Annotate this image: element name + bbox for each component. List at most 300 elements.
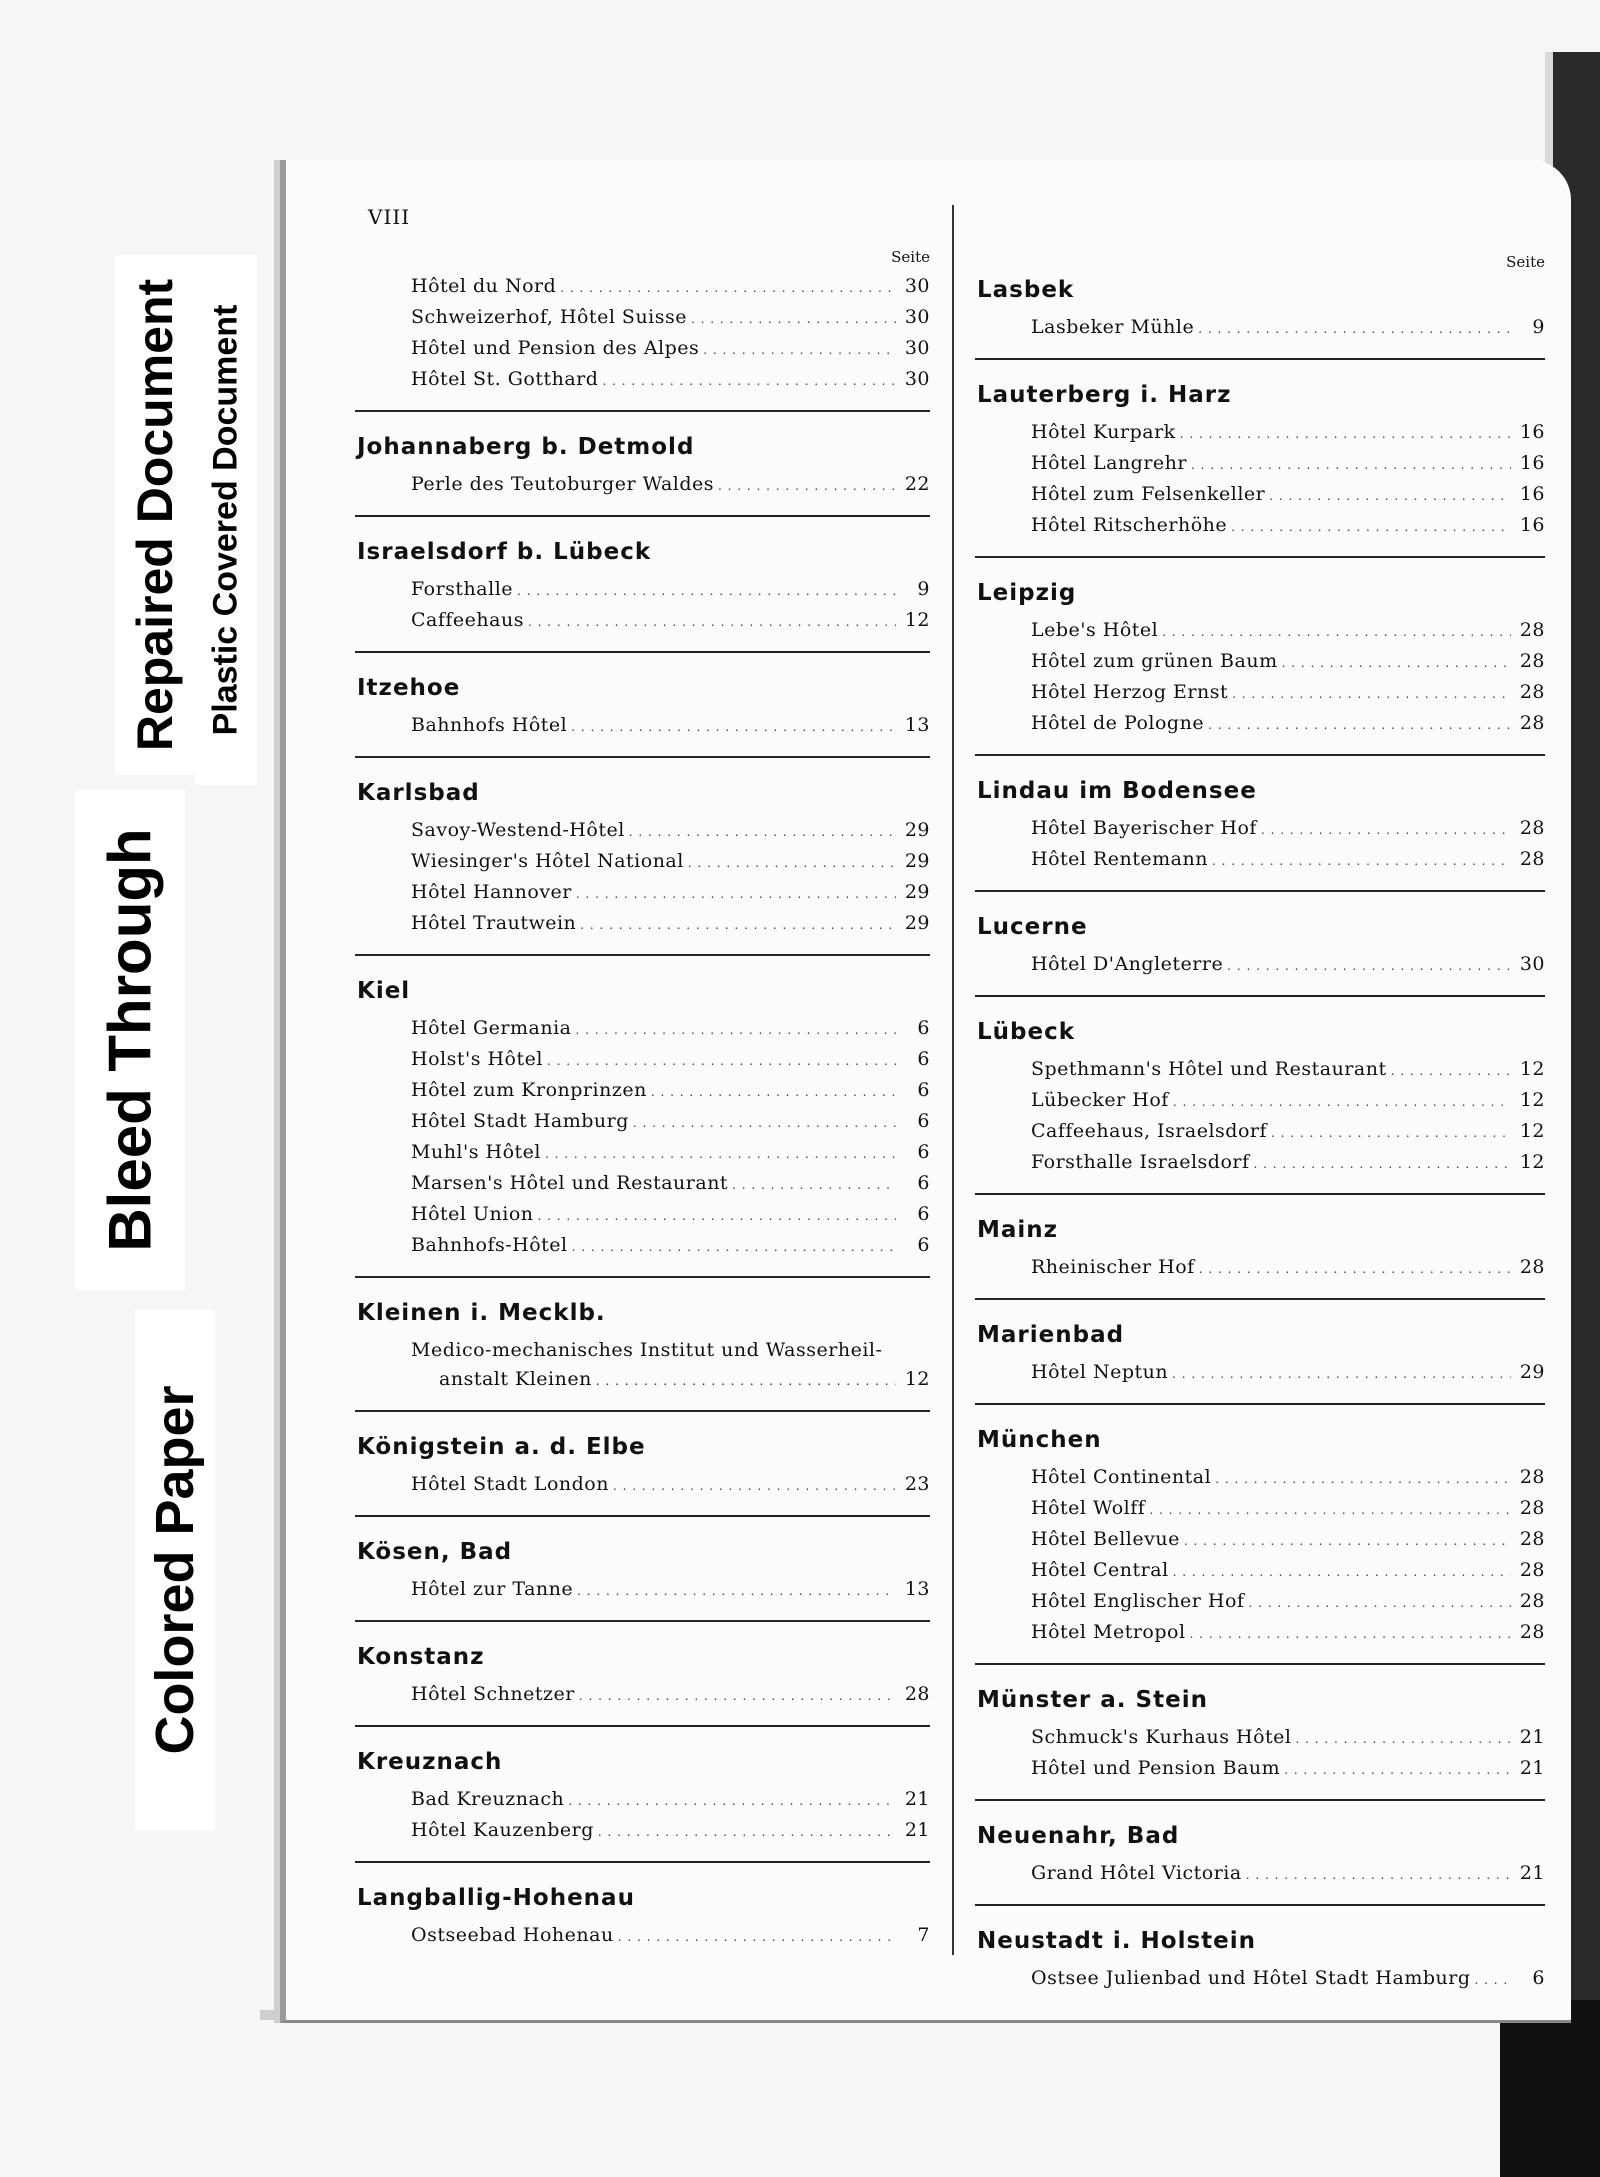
entry-name: Hôtel Rentemann: [1031, 848, 1208, 870]
city-section: [355, 1725, 930, 1847]
entry-name: Perle des Teutoburger Waldes: [411, 473, 715, 495]
dot-leader: [718, 470, 896, 501]
index-entry: [355, 365, 930, 396]
dot-leader: [1199, 1253, 1511, 1284]
entry-page: 28: [1519, 712, 1545, 734]
section-rule: [975, 556, 1545, 558]
section-rule: [975, 754, 1545, 756]
entry-name: Grand Hôtel Victoria: [1031, 1862, 1242, 1884]
entry-name: Caffeehaus: [411, 609, 524, 631]
city-heading: Leipzig: [977, 580, 1077, 606]
entry-page: 21: [1519, 1862, 1545, 1884]
entry-name: Hôtel de Pologne: [1031, 712, 1205, 734]
entry-name: Hôtel Schnetzer: [411, 1683, 575, 1705]
dot-leader: [691, 303, 896, 334]
index-entry: [975, 449, 1545, 480]
index-entry: [355, 1575, 930, 1606]
index-entry: [975, 1754, 1545, 1785]
city-heading: Marienbad: [977, 1322, 1125, 1348]
entry-page: 28: [1519, 1497, 1545, 1519]
entry-name: Hôtel St. Gotthard: [411, 368, 599, 390]
city-heading: Königstein a. d. Elbe: [357, 1434, 646, 1460]
entry-page: 13: [904, 1578, 930, 1600]
entry-name: Muhl's Hôtel: [411, 1141, 541, 1163]
dot-leader: [732, 1169, 896, 1200]
index-entry: [975, 1086, 1545, 1117]
city-heading: Münster a. Stein: [977, 1687, 1208, 1713]
city-heading: Johannaberg b. Detmold: [357, 434, 695, 460]
dot-leader: [1248, 1587, 1511, 1618]
section-rule: [975, 890, 1545, 892]
index-entry: [975, 1253, 1545, 1284]
dot-leader: [1215, 1463, 1511, 1494]
entry-page: 30: [904, 306, 930, 328]
section-rule: [355, 756, 930, 758]
index-entry: [355, 575, 930, 606]
dot-leader: [560, 272, 896, 303]
dot-leader: [598, 1816, 896, 1847]
index-entry: [355, 847, 930, 878]
entry-name: Hôtel Metropol: [1031, 1621, 1186, 1643]
city-section: [355, 651, 930, 742]
dot-leader: [688, 847, 896, 878]
dot-leader: [602, 365, 896, 396]
entry-name: Spethmann's Hôtel und Restaurant: [1031, 1058, 1387, 1080]
dot-leader: [1180, 418, 1511, 449]
entry-name-line1: Medico-mechanisches Institut und Wasserheil-: [411, 1339, 883, 1361]
section-rule: [975, 1298, 1545, 1300]
entry-name: Bahnhofs-Hôtel: [411, 1234, 568, 1256]
section-rule: [355, 410, 930, 412]
dot-leader: [1295, 1723, 1511, 1754]
index-entry: [975, 1587, 1545, 1618]
dot-leader: [1172, 1358, 1511, 1389]
entry-name: Hôtel du Nord: [411, 275, 557, 297]
entry-page: 12: [1519, 1058, 1545, 1080]
city-heading: Kösen, Bad: [357, 1539, 513, 1565]
entry-name: Hôtel Central: [1031, 1559, 1169, 1581]
entry-page: 28: [1519, 1559, 1545, 1581]
index-entry: [975, 1494, 1545, 1525]
section-rule: [355, 515, 930, 517]
entry-page: 28: [904, 1683, 930, 1705]
entry-name: Hôtel Wolff: [1031, 1497, 1146, 1519]
dot-leader: [545, 1138, 896, 1169]
entry-page: 16: [1519, 483, 1545, 505]
index-entry: [355, 272, 930, 303]
entry-name: Hôtel und Pension des Alpes: [411, 337, 700, 359]
index-entry: [975, 480, 1545, 511]
dot-leader: [1227, 950, 1511, 981]
index-entry: [975, 313, 1545, 344]
entry-page: 9: [917, 578, 930, 600]
dot-leader: [1208, 709, 1511, 740]
dot-leader: [1191, 449, 1511, 480]
city-heading: Itzehoe: [357, 675, 461, 701]
section-rule: [975, 1799, 1545, 1801]
dot-leader: [1162, 616, 1511, 647]
entry-page: 29: [904, 819, 930, 841]
label-repaired-document: Repaired Document: [115, 255, 195, 775]
index-entry: [355, 1921, 930, 1952]
city-heading: Konstanz: [357, 1644, 485, 1670]
entry-page: 28: [1519, 848, 1545, 870]
index-entry: [975, 950, 1545, 981]
section-rule: [975, 358, 1545, 360]
city-heading: Kleinen i. Mecklb.: [357, 1300, 606, 1326]
entry-page: 6: [917, 1079, 930, 1101]
city-heading: Kreuznach: [357, 1749, 503, 1775]
entry-page: 16: [1519, 514, 1545, 536]
index-entry: [975, 418, 1545, 449]
city-heading: Lindau im Bodensee: [977, 778, 1257, 804]
entry-name: Hôtel und Pension Baum: [1031, 1757, 1281, 1779]
index-entry: [355, 334, 930, 365]
dot-leader: [576, 1014, 897, 1045]
dot-leader: [1173, 1556, 1511, 1587]
entry-page: 6: [917, 1110, 930, 1132]
index-entry: [975, 1148, 1545, 1179]
dot-leader: [517, 575, 896, 606]
entry-name: Hôtel Stadt Hamburg: [411, 1110, 629, 1132]
entry-page: 28: [1519, 681, 1545, 703]
index-entry: [355, 1045, 930, 1076]
entry-name: Ostsee Julienbad und Hôtel Stadt Hamburg: [1031, 1967, 1471, 1989]
index-entry: [355, 1336, 930, 1396]
entry-name: Forsthalle Israelsdorf: [1031, 1151, 1250, 1173]
index-entry: [975, 678, 1545, 709]
dot-leader: [577, 1575, 896, 1606]
entry-name: Hôtel Herzog Ernst: [1031, 681, 1229, 703]
index-entry: [975, 845, 1545, 876]
entry-page: 13: [904, 714, 930, 736]
city-section: [975, 754, 1545, 876]
entry-name: Bad Kreuznach: [411, 1788, 565, 1810]
index-entry: [355, 1138, 930, 1169]
section-rule: [975, 1904, 1545, 1906]
index-entry: [355, 1816, 930, 1847]
index-entry: [355, 878, 930, 909]
right-sections: [975, 277, 1545, 1995]
city-heading: Lauterberg i. Harz: [977, 382, 1232, 408]
dot-leader: [1190, 1618, 1511, 1649]
entry-page: 12: [1519, 1120, 1545, 1142]
entry-page: 6: [1532, 1967, 1545, 1989]
section-rule: [355, 651, 930, 653]
entry-page: 6: [917, 1017, 930, 1039]
index-entry: [355, 1470, 930, 1501]
index-entry: [355, 711, 930, 742]
section-rule: [355, 1515, 930, 1517]
entry-page: 6: [917, 1172, 930, 1194]
entry-page: 30: [1519, 953, 1545, 975]
entry-name: Hôtel Kauzenberg: [411, 1819, 594, 1841]
dot-leader: [576, 878, 896, 909]
entry-name: Hôtel Ritscherhöhe: [1031, 514, 1228, 536]
seite-label: Seite: [891, 248, 930, 266]
city-heading: Israelsdorf b. Lübeck: [357, 539, 652, 565]
index-entry: [355, 909, 930, 940]
dot-leader: [1269, 480, 1511, 511]
city-heading: Neustadt i. Holstein: [977, 1928, 1256, 1954]
entry-page: 22: [904, 473, 930, 495]
entry-page: 30: [904, 337, 930, 359]
index-entry: [355, 1014, 930, 1045]
entry-page: 28: [1519, 817, 1545, 839]
index-entry: [355, 1785, 930, 1816]
dot-leader: [571, 711, 896, 742]
city-heading: Mainz: [977, 1217, 1059, 1243]
dot-leader: [1261, 814, 1511, 845]
entry-name: Hôtel Bellevue: [1031, 1528, 1180, 1550]
dot-leader: [572, 1231, 896, 1262]
column-divider: [952, 205, 954, 1955]
entry-page: 28: [1519, 1590, 1545, 1612]
entry-name: Forsthalle: [411, 578, 514, 600]
dot-leader: [1254, 1148, 1511, 1179]
dot-leader: [633, 1107, 896, 1138]
entry-name: Hôtel Langrehr: [1031, 452, 1187, 474]
entry-name: Hôtel Neptun: [1031, 1361, 1169, 1383]
index-entry: [975, 616, 1545, 647]
entry-page: 21: [904, 1819, 930, 1841]
city-section: [355, 756, 930, 940]
entry-page: 28: [1519, 1256, 1545, 1278]
entry-page: 21: [1519, 1757, 1545, 1779]
city-section: [355, 410, 930, 501]
entry-name: Savoy-Westend-Hôtel: [411, 819, 625, 841]
index-entry: [975, 1964, 1545, 1995]
entry-name: Hôtel zum Kronprinzen: [411, 1079, 647, 1101]
section-rule: [355, 1725, 930, 1727]
entry-name: Hôtel Kurpark: [1031, 421, 1176, 443]
entry-name: Hôtel Union: [411, 1203, 534, 1225]
entry-name: Lübecker Hof: [1031, 1089, 1169, 1111]
index-entry: [975, 1859, 1545, 1890]
entry-page: 12: [904, 609, 930, 631]
city-section: [975, 358, 1545, 542]
city-section: [975, 995, 1545, 1179]
entry-name: Hôtel Hannover: [411, 881, 572, 903]
dot-leader: [1149, 1494, 1511, 1525]
section-rule: [355, 1410, 930, 1412]
entry-page: 29: [1519, 1361, 1545, 1383]
index-entry: [355, 1076, 930, 1107]
entry-name: Schweizerhof, Hôtel Suisse: [411, 306, 688, 328]
section-rule: [355, 954, 930, 956]
city-section: [355, 1861, 930, 1952]
entry-name: Lasbeker Mühle: [1031, 316, 1195, 338]
label-plastic-covered-document: Plastic Covered Document: [195, 255, 257, 785]
index-entry: [355, 1169, 930, 1200]
dot-leader: [596, 1365, 896, 1396]
left-column: [355, 248, 930, 1952]
city-heading: Lübeck: [977, 1019, 1076, 1045]
index-entry: [975, 1723, 1545, 1754]
index-entry: [355, 1680, 930, 1711]
dot-leader: [618, 1921, 896, 1952]
entry-name: Bahnhofs Hôtel: [411, 714, 568, 736]
city-heading: München: [977, 1427, 1102, 1453]
dot-leader: [1173, 1086, 1511, 1117]
index-entry: [355, 606, 930, 637]
city-section: [975, 890, 1545, 981]
city-section: [975, 1904, 1545, 1995]
label-bleed-through: Bleed Through: [75, 790, 185, 1290]
entry-page: 6: [917, 1203, 930, 1225]
label-colored-paper: Colored Paper: [135, 1310, 215, 1830]
dot-leader: [1474, 1964, 1511, 1995]
section-rule: [975, 1663, 1545, 1665]
dot-leader: [568, 1785, 896, 1816]
dot-leader: [538, 1200, 896, 1231]
entry-page: 30: [904, 368, 930, 390]
entry-name: Hôtel Continental: [1031, 1466, 1212, 1488]
entry-page: 28: [1519, 650, 1545, 672]
entry-page: 12: [904, 1368, 930, 1390]
dot-leader: [1271, 1117, 1511, 1148]
entry-name: Caffeehaus, Israelsdorf: [1031, 1120, 1268, 1142]
entry-page: 6: [917, 1048, 930, 1070]
entry-page: 6: [917, 1234, 930, 1256]
index-entry: [355, 1107, 930, 1138]
right-column: [975, 253, 1545, 1995]
entry-page: 21: [904, 1788, 930, 1810]
dot-leader: [528, 606, 896, 637]
dot-leader: [1231, 511, 1511, 542]
entry-name: Hôtel D'Angleterre: [1031, 953, 1224, 975]
entry-name: Hôtel Bayerischer Hof: [1031, 817, 1257, 839]
entry-name: Rheinischer Hof: [1031, 1256, 1195, 1278]
city-section: [975, 1663, 1545, 1785]
city-section: [975, 556, 1545, 740]
entry-page: 16: [1519, 452, 1545, 474]
entry-page: 29: [904, 850, 930, 872]
index-entry: [975, 1525, 1545, 1556]
dot-leader: [1284, 1754, 1511, 1785]
city-section: [355, 515, 930, 637]
entry-name: Hôtel zum grünen Baum: [1031, 650, 1278, 672]
entry-page: 30: [904, 275, 930, 297]
entry-name: Schmuck's Kurhaus Hôtel: [1031, 1726, 1292, 1748]
city-section: [355, 1515, 930, 1606]
dot-leader: [1198, 313, 1511, 344]
dot-leader: [579, 1680, 896, 1711]
section-rule: [975, 995, 1545, 997]
entry-name: Holst's Hôtel: [411, 1048, 543, 1070]
scanner-corner: [1500, 2000, 1600, 2177]
entry-name: Hôtel zur Tanne: [411, 1578, 574, 1600]
entry-name-line2: anstalt Kleinen: [439, 1368, 592, 1390]
index-entry: [975, 1358, 1545, 1389]
city-section: [975, 1298, 1545, 1389]
city-section: [975, 1193, 1545, 1284]
dot-leader: [1282, 647, 1511, 678]
index-entry: [355, 816, 930, 847]
entry-name: Lebe's Hôtel: [1031, 619, 1159, 641]
city-heading: Kiel: [357, 978, 411, 1004]
index-entry: [975, 1463, 1545, 1494]
index-entry: [355, 1200, 930, 1231]
city-section: [975, 1799, 1545, 1890]
entry-page: 28: [1519, 1621, 1545, 1643]
section-rule: [355, 1620, 930, 1622]
dot-leader: [629, 816, 896, 847]
index-entry: [355, 1231, 930, 1262]
entry-page: 28: [1519, 619, 1545, 641]
dot-leader: [1212, 845, 1511, 876]
entry-name: Hôtel Stadt London: [411, 1473, 609, 1495]
intro-entries: [355, 272, 930, 396]
index-entry: [975, 1117, 1545, 1148]
index-entry: [975, 814, 1545, 845]
dot-leader: [613, 1470, 896, 1501]
entry-name: Hôtel Germania: [411, 1017, 572, 1039]
entry-name: Marsen's Hôtel und Restaurant: [411, 1172, 729, 1194]
entry-page: 12: [1519, 1151, 1545, 1173]
entry-name: Wiesinger's Hôtel National: [411, 850, 684, 872]
index-entry: [355, 303, 930, 334]
index-entry: [355, 470, 930, 501]
entry-page: 29: [904, 881, 930, 903]
entry-page: 21: [1519, 1726, 1545, 1748]
entry-page: 28: [1519, 1466, 1545, 1488]
city-heading: Neuenahr, Bad: [977, 1823, 1180, 1849]
entry-page: 7: [917, 1924, 930, 1946]
entry-name: Ostseebad Hohenau: [411, 1924, 614, 1946]
index-entry: [975, 1556, 1545, 1587]
dot-leader: [703, 334, 896, 365]
city-heading: Langballig-Hohenau: [357, 1885, 635, 1911]
entry-line2: [411, 1365, 930, 1396]
entry-name: Hôtel Trautwein: [411, 912, 577, 934]
section-rule: [355, 1861, 930, 1863]
city-section: [355, 1410, 930, 1501]
dot-leader: [547, 1045, 896, 1076]
entry-page: 9: [1532, 316, 1545, 338]
city-heading: Lucerne: [977, 914, 1088, 940]
dot-leader: [651, 1076, 896, 1107]
index-entry: [975, 1055, 1545, 1086]
index-entry: [975, 511, 1545, 542]
seite-label: Seite: [1506, 253, 1545, 271]
section-rule: [975, 1193, 1545, 1195]
entry-page: 23: [904, 1473, 930, 1495]
city-heading: Lasbek: [977, 277, 1075, 303]
index-entry: [975, 1618, 1545, 1649]
index-entry: [975, 647, 1545, 678]
city-section: [355, 1276, 930, 1396]
dot-leader: [1232, 678, 1511, 709]
entry-name: Hôtel zum Felsenkeller: [1031, 483, 1266, 505]
dot-leader: [1184, 1525, 1511, 1556]
city-section: [355, 1620, 930, 1711]
entry-page: 16: [1519, 421, 1545, 443]
city-section: [975, 277, 1545, 344]
page-number: VIII: [368, 205, 411, 229]
entry-page: 12: [1519, 1089, 1545, 1111]
section-rule: [975, 1403, 1545, 1405]
dot-leader: [1246, 1859, 1511, 1890]
city-section: [355, 954, 930, 1262]
dot-leader: [1391, 1055, 1511, 1086]
section-rule: [355, 1276, 930, 1278]
entry-page: 29: [904, 912, 930, 934]
entry-name: Hôtel Englischer Hof: [1031, 1590, 1245, 1612]
city-heading: Karlsbad: [357, 780, 480, 806]
left-sections: [355, 410, 930, 1952]
index-entry: [975, 709, 1545, 740]
